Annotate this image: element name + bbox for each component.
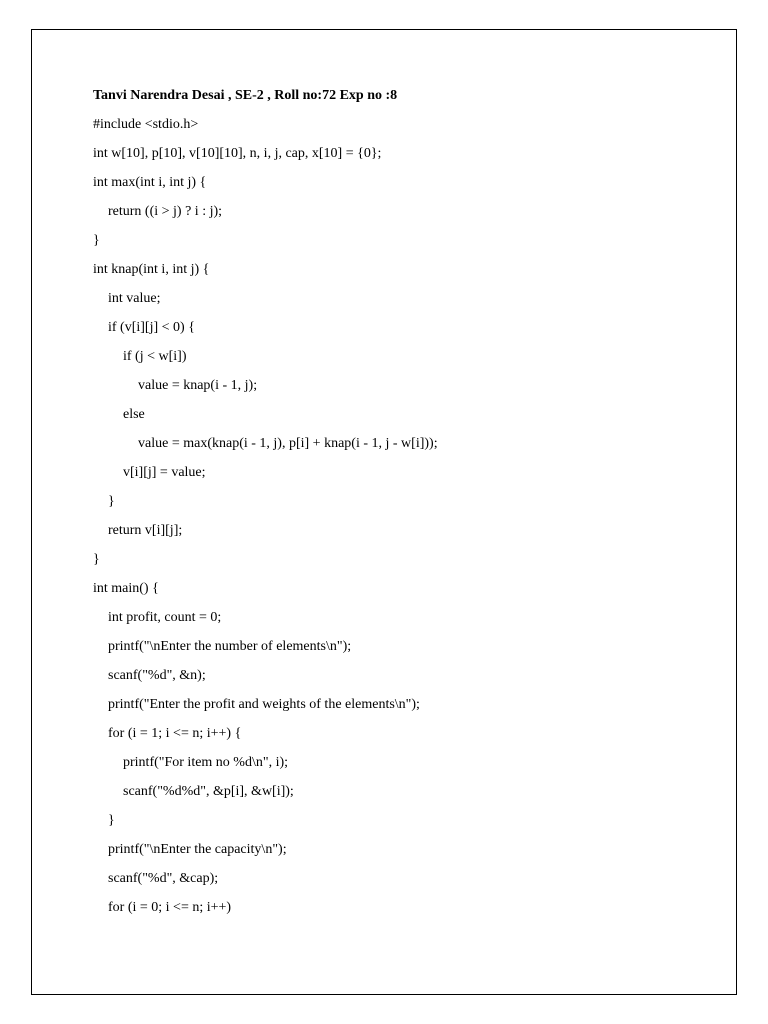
code-line: if (j < w[i]) — [123, 349, 187, 364]
code-line: int knap(int i, int j) { — [93, 262, 210, 277]
code-line: int max(int i, int j) { — [93, 175, 207, 190]
code-line: } — [93, 233, 100, 248]
code-line: scanf("%d", &cap); — [108, 871, 219, 886]
code-line: value = knap(i - 1, j); — [138, 378, 258, 393]
code-line: return ((i > j) ? i : j); — [108, 204, 223, 219]
code-line: #include <stdio.h> — [93, 117, 199, 132]
code-line: value = max(knap(i - 1, j), p[i] + knap(i - 1, j - w[i])); — [138, 436, 438, 451]
code-line: printf("Enter the profit and weights of the elements\n"); — [108, 697, 420, 712]
code-line: for (i = 0; i <= n; i++) — [108, 900, 232, 915]
code-line: for (i = 1; i <= n; i++) { — [108, 726, 242, 741]
code-line: } — [108, 494, 115, 509]
code-line: int main() { — [93, 581, 159, 596]
code-line: scanf("%d", &n); — [108, 668, 206, 683]
document-header: Tanvi Narendra Desai , SE-2 , Roll no:72 Exp no :8 — [93, 88, 398, 103]
code-line: int profit, count = 0; — [108, 610, 222, 625]
code-line: return v[i][j]; — [108, 523, 183, 538]
code-line: printf("For item no %d\n", i); — [123, 755, 289, 770]
code-line: if (v[i][j] < 0) { — [108, 320, 195, 335]
code-line: int w[10], p[10], v[10][10], n, i, j, cap, x[10] = {0}; — [93, 146, 382, 161]
code-line: printf("\nEnter the capacity\n"); — [108, 842, 287, 857]
code-line: scanf("%d%d", &p[i], &w[i]); — [123, 784, 294, 799]
code-line: } — [93, 552, 100, 567]
code-line: printf("\nEnter the number of elements\n"); — [108, 639, 352, 654]
code-line: int value; — [108, 291, 161, 306]
code-line: else — [123, 407, 145, 422]
code-line: } — [108, 813, 115, 828]
code-line: v[i][j] = value; — [123, 465, 206, 480]
